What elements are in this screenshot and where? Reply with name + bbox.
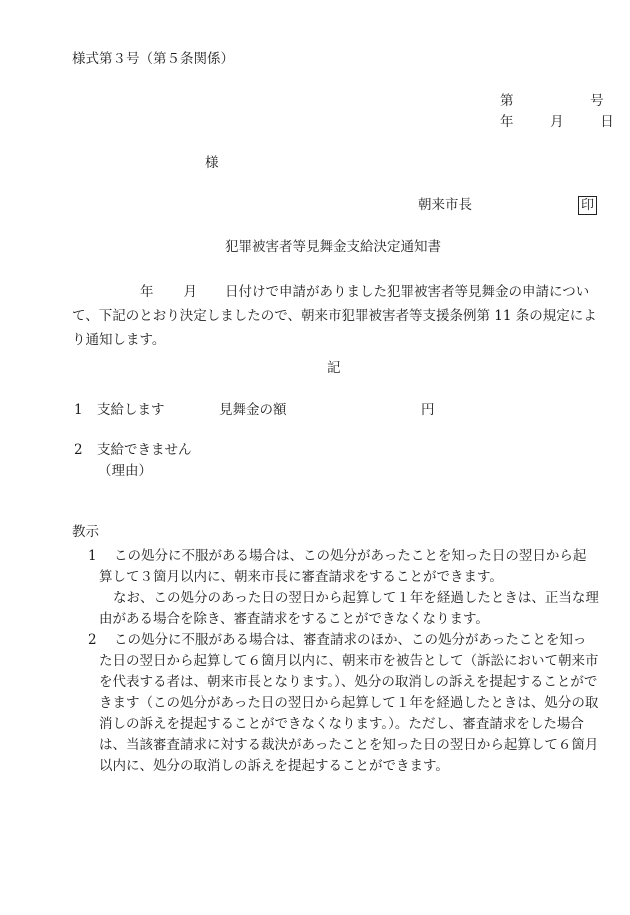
document-date-line [500,116,614,130]
item-2-number: 2 [74,442,83,458]
document-number-line [500,95,604,109]
form-number: 様式第３号（第５条関係） [72,51,234,67]
body-date-year: 年 [140,284,154,300]
addressee-suffix: 様 [205,155,219,171]
document-title: 犯罪被害者等見舞金支給決定通知書 [225,239,441,255]
note-2-number: 2 [88,632,97,648]
item-2-text: 支給できません [97,442,192,458]
note-2-text: この処分に不服がある場合は、審査請求のほか、この処分があったことを知った日の翌日から起算して６箇月以内に、朝来市を被告として（訴訟において朝来市を代表する者は、朝来市長となります。）、処分の取消しの訴えを提起することができます（この処分があった日の翌日から起算して１年を経過したときは、処分の取消しの訴えを提起することができなくなります。）。ただし、審査請求をした場合は、当該審査請求に対する裁決があったことを知った日の翌日から起算して６箇月以内に、処分の取消しの訴えを提起することができます。 [99,632,599,774]
body-date-month: 月 [183,284,197,300]
number-prefix: 第 [500,93,514,109]
amount-unit: 円 [421,402,435,418]
note-1-text-2: なお、この処分のあった日の翌日から起算して１年を経過したときは、正当な理由がある場合を除き、審査請求をすることができなくなります。 [99,590,599,627]
note-1-paragraph-1 [99,546,599,630]
body-line1: 日付けで申請がありました犯罪被害者等見舞金の申請につい [225,284,590,300]
issuer-name: 朝来市長 [418,197,472,213]
body-paragraph [72,280,597,352]
note-1-number: 1 [88,548,97,564]
body-line3: り通知します。 [72,332,166,348]
date-month-label: 月 [550,114,564,130]
number-suffix: 号 [590,93,604,109]
seal-mark: 印 [578,196,597,215]
item-1-number: 1 [74,402,83,418]
body-line2: て、下記のとおり決定しましたので、朝来市犯罪被害者等支援条例第 11 条の規定によ [72,308,597,324]
date-year-label: 年 [500,114,514,130]
ki-heading: 記 [327,360,341,376]
item-1-text: 支給します [97,402,165,418]
note-1-text-1: この処分に不服がある場合は、この処分があったことを知った日の翌日から起算して３箇月以内に、朝来市長に審査請求をすることができます。 [99,548,587,585]
date-day-label: 日 [600,114,614,130]
amount-label: 見舞金の額 [219,402,287,418]
reason-label: （理由） [98,463,152,479]
notes-heading: 教示 [72,524,99,540]
